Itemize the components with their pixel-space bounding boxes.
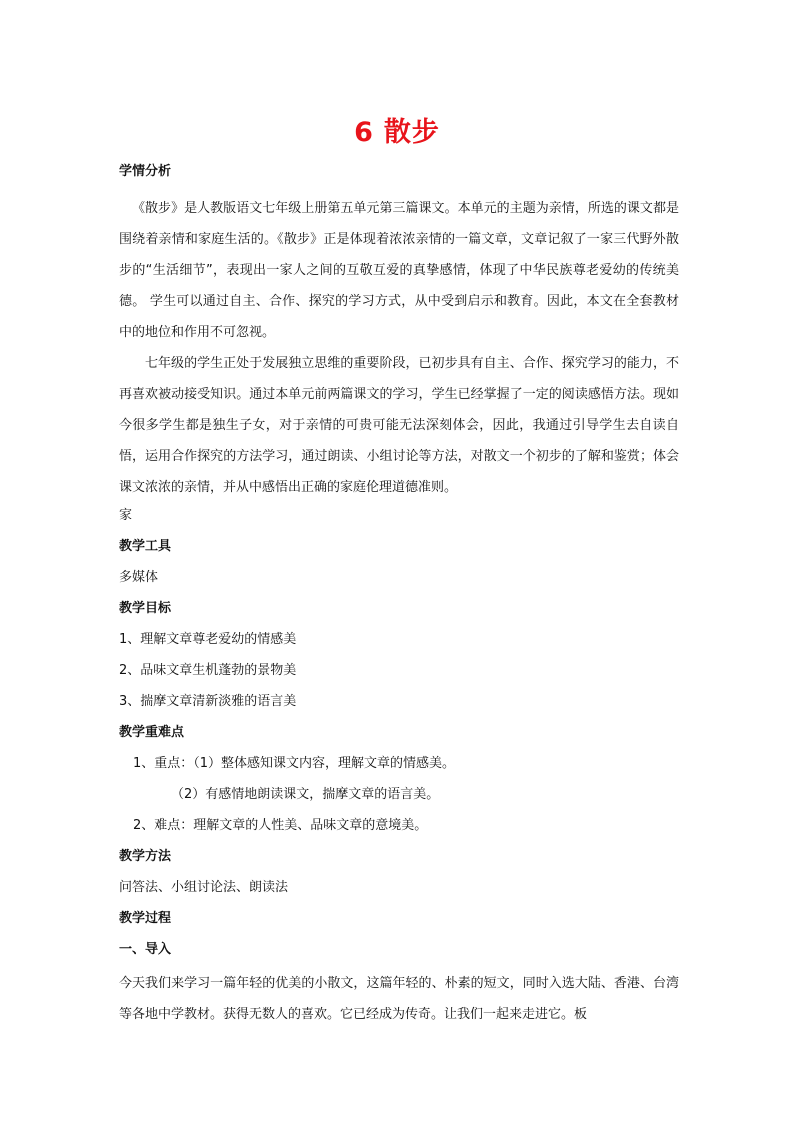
lesson-title-text: 散步 [383, 117, 440, 148]
lesson-number: 6 [354, 117, 374, 148]
heading-process: 教学过程 [119, 911, 172, 926]
document-body [119, 162, 679, 1030]
heading-analysis: 学情分析 [119, 164, 172, 179]
stray-character: 家 [119, 508, 133, 523]
heading-tools: 教学工具 [119, 539, 172, 554]
process-subheading-intro: 一、导入 [119, 942, 172, 957]
keypoint-item-1b: （2）有感情地朗读课文，揣摩文章的语言美。 [171, 787, 440, 802]
methods-text: 问答法、小组讨论法、朗读法 [119, 880, 289, 895]
process-intro-paragraph: 今天我们来学习一篇年轻的优美的小散文，这篇年轻的、朴素的短文，同时入选大陆、香港、台湾等各地中学教材。获得无数人的喜欢。它已经成为传奇。让我们一起来走进它。板 [119, 976, 679, 1022]
keypoint-item-1: 1、重点：（1）整体感知课文内容，理解文章的情感美。 [133, 756, 456, 771]
goal-item-1: 1、理解文章尊老爱幼的情感美 [119, 632, 297, 647]
lesson-title [0, 110, 794, 149]
analysis-paragraph-1: 《散步》是人教版语文七年级上册第五单元第三篇课文。本单元的主题为亲情，所选的课文都是围绕着亲情和家庭生活的。《散步》正是体现着浓浓亲情的一篇文章，文章记叙了一家三代野外散步的“生活细节”，表现出一家人之间的互敬互爱的真挚感情，体现了中华民族尊老爱幼的传统美德。 学生可以通过自主、合作、探究的学习方式，从中受到启示和教育。因此，本文在全套教材中的地位和作用不可忽视。 [119, 201, 679, 340]
goal-item-2: 2、品味文章生机蓬勃的景物美 [119, 663, 297, 678]
keypoint-item-2: 2、难点：理解文章的人性美、品味文章的意境美。 [133, 818, 428, 833]
heading-keypoints: 教学重难点 [119, 725, 185, 740]
analysis-paragraph-2: 七年级的学生正处于发展独立思维的重要阶段，已初步具有自主、合作、探究学习的能力，不再喜欢被动接受知识。通过本单元前两篇课文的学习，学生已经掌握了一定的阅读感悟方法。现如今很多学生都是独生子女，对于亲情的可贵可能无法深刻体会，因此，我通过引导学生去自读自悟，运用合作探究的方法学习，通过朗读、小组讨论等方法，对散文一个初步的了解和鉴赏；体会课文浓浓的亲情，并从中感悟出正确的家庭伦理道德准则。 [119, 356, 679, 495]
tools-text: 多媒体 [119, 570, 159, 585]
goal-item-3: 3、揣摩文章清新淡雅的语言美 [119, 694, 297, 709]
heading-methods: 教学方法 [119, 849, 172, 864]
heading-goals: 教学目标 [119, 601, 172, 616]
